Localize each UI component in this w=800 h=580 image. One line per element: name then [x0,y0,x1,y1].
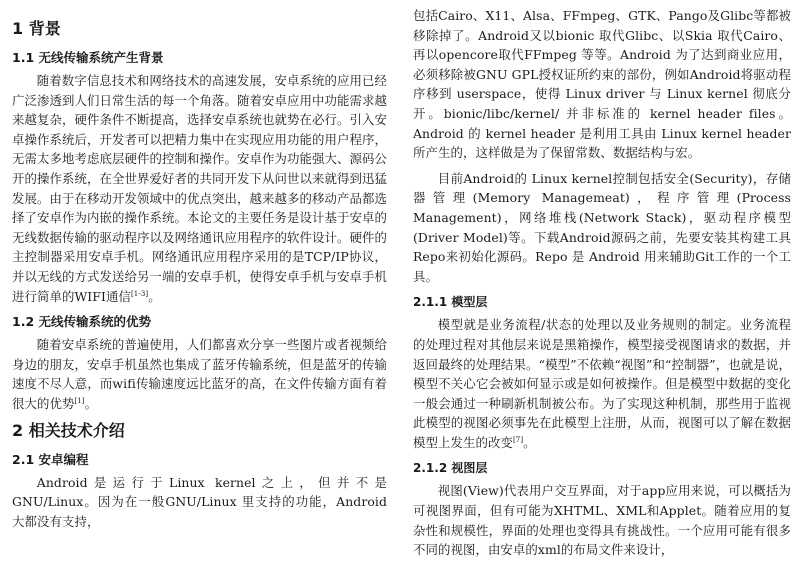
paragraph-view: 视图(View)代表用户交互界面，对于app应用来说，可以概括为可视图界面，但有可能为XHTML、XML和Applet。随着应用的复杂性和规模性，界面的处理也变得具有挑战性。一个应用可能有很多不同的视图，由安卓的xml的布局文件来设计， [413,483,791,558]
paragraph-advantages [12,335,387,413]
citation: [1] [74,396,85,405]
section-heading-background: 1 背景 [12,19,61,38]
subsection-heading-wireless-origin: 1.1 无线传输系统产生背景 [12,50,164,65]
subsection-heading-advantages: 1.2 无线传输系统的优势 [12,314,151,330]
citation: [1-3] [130,289,149,298]
section-heading-related-tech: 2 相关技术介绍 [12,420,125,440]
citation: [7] [512,435,524,444]
paragraph-text: 随着数字信息技术和网络技术的高速发展，安卓系统的应用已经广泛渗透到人们日常生活的每一个角落。随着安卓应用中功能需求越来越复杂，硬件条件不断提高，选择安卓系统也就势在必行。引入安卓操作系统后，开发者可以把精力集中在实现应用功能的用户程序，无需太多地考虑底层硬件的控制和操作。安卓作为功能强大、源码公开的操作系统，在全世界爱好者的共同开发下从问世以来就得到迅猛发展。由于在移动开发领域中的优点突出，越来越多的移动产品都选择了安卓作为内嵌的操作系统。本论文的主要任务是设计基于安卓的无线数据传输的驱动程序以及网络通讯应用程序的软件设计。硬件的主控制器采用安卓手机。网络通讯应用程序采用的是TCP/IP协议，并以无线的方式发送给另一端的安卓手机，使得安卓手机与安卓手机进行简单的WIFI通信 [12,73,387,304]
right-column [413,6,791,566]
subsection-heading-android: 2.1 安卓编程 [12,451,89,467]
paragraph-end: 。 [148,288,161,304]
paragraph-text: 随着安卓系统的普遍使用，人们都喜欢分享一些图片或者视频给身边的朋友，安卓手机虽然也集成了蓝牙传输系统，但是蓝牙的传输速度不尽人意，而wifi传输速度远比蓝牙的高，在文件传输方面有着很大的优势 [12,337,387,411]
paragraph-kernel: 目前Android的 Linux kernel控制包括安全(Security)，存储器管理(Memory Managemeat)，程序管理(Process Management)，网络堆栈(Network Stack)，驱动程序模型(Driver Model)等。下载Android源码之前，先要安装其构建工具Repo来初始化源码。Repo 是 Android 用来辅助Git工作的一个工具。 [413,170,791,284]
paragraph-model [413,315,791,452]
paragraph-end: 。 [84,395,98,411]
subsubsection-heading-model: 2.1.1 模型层 [413,295,488,310]
subsubsection-heading-view: 2.1.2 视图层 [413,461,488,476]
paragraph-text: 模型就是业务流程/状态的处理以及业务规则的制定。业务流程的处理过程对其他层来说是黑箱操作，模型接受视图请求的数据，并返回最终的处理结果。“模型”不依赖“视图”和“控制器”，也就是说，模型不关心它会被如何显示或是如何被操作。但是模型中数据的变化一般会通过一种刷新机制被公布。为了实现这种机制，那些用于监视此模型的视图必须事先在此模型上注册，从而，视图可以了解在数据模型上发生的改变 [413,317,791,450]
paragraph-android-continued: 包括Cairo、X11、Alsa、FFmpeg、GTK、Pango及Glibc等都被移除掉了。Android又以bionic 取代Glibc、以Skia 取代Cairo、再以opencore取代FFmpeg 等等。Android 为了达到商业应用，必须移除被GNU GPL授权证所约束的部份，例如Android将驱动程序移到 userspace，使得 Linux driver 与 Linux kernel 彻底分开。bionic/libc/kernel/ 并非标准的 kernel header files。Android 的 kernel header 是利用工具由 Linux kernel header 所产生的，这样做是为了保留常数、数据结构与宏。 [413,8,791,161]
paragraph-wireless-origin [12,71,387,306]
paragraph-end: 。 [523,434,536,450]
left-column [12,16,387,537]
paragraph-android: Android是运行于Linux kernel之上，但并不是GNU/Linux。因为在一般GNU/Linux 里支持的功能，Android 大都没有支持， [12,474,387,529]
